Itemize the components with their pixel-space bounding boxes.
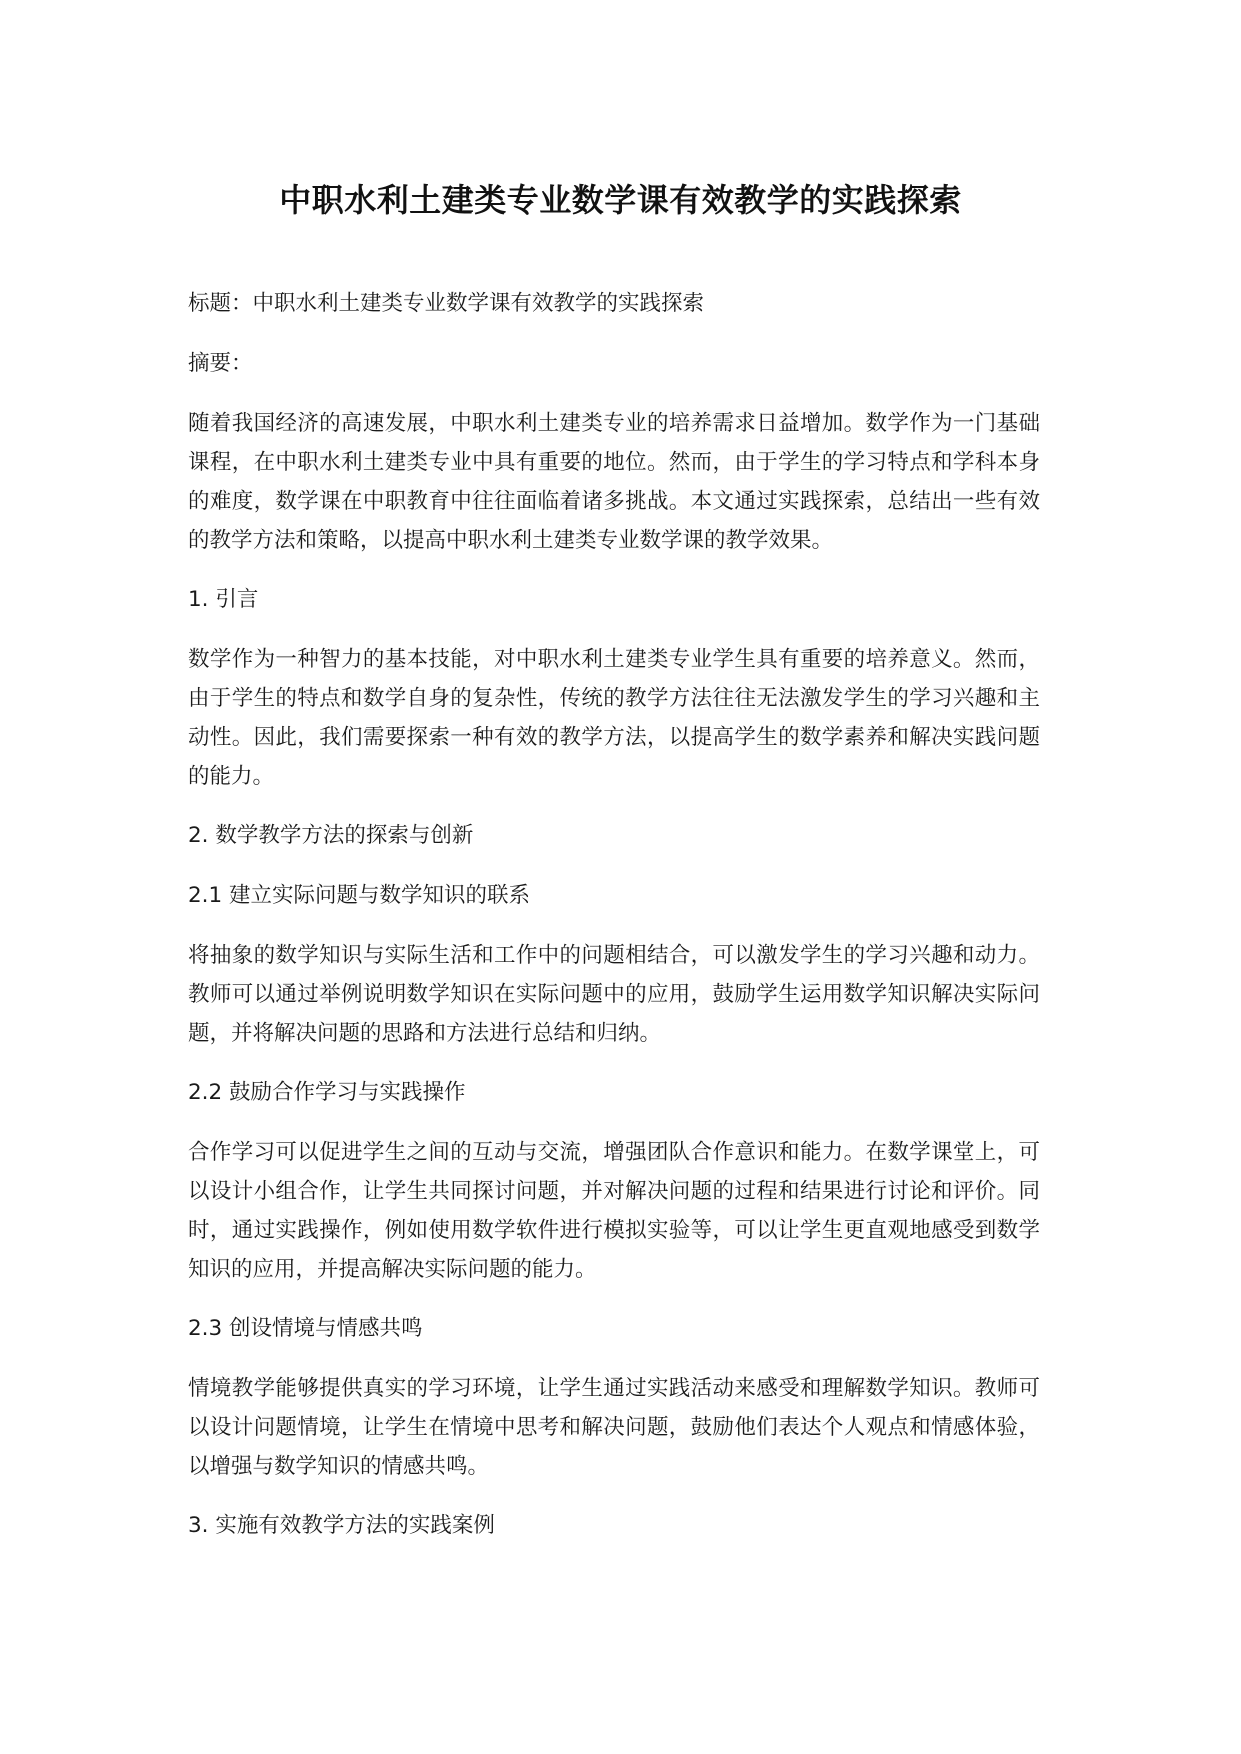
section-2-2-paragraph: 合作学习可以促进学生之间的互动与交流，增强团队合作意识和能力。在数学课堂上，可以设计小组合作，让学生共同探讨问题，并对解决问题的过程和结果进行讨论和评价。同时，通过实践操作，例如使用数学软件进行模拟实验等，可以让学生更直观地感受到数学知识的应用，并提高解决实际问题的能力。 <box>188 1140 1040 1282</box>
section-2-heading: 2. 数学教学方法的探索与创新 <box>188 823 474 848</box>
section-1-paragraph: 数学作为一种智力的基本技能，对中职水利土建类专业学生具有重要的培养意义。然而，由于学生的特点和数学自身的复杂性，传统的教学方法往往无法激发学生的学习兴趣和主动性。因此，我们需要探索一种有效的教学方法，以提高学生的数学素养和解决实践问题的能力。 <box>188 647 1040 789</box>
section-2-1-heading: 2.1 建立实际问题与数学知识的联系 <box>188 883 531 908</box>
document-body <box>188 284 1040 1545</box>
abstract-label: 摘要： <box>188 351 253 376</box>
section-2-3-paragraph: 情境教学能够提供真实的学习环境，让学生通过实践活动来感受和理解数学知识。教师可以设计问题情境，让学生在情境中思考和解决问题，鼓励他们表达个人观点和情感体验，以增强与数学知识的情感共鸣。 <box>188 1376 1040 1479</box>
section-2-2-heading: 2.2 鼓励合作学习与实践操作 <box>188 1080 466 1105</box>
section-3-heading: 3. 实施有效教学方法的实践案例 <box>188 1513 495 1538</box>
document-title: 中职水利土建类专业数学课有效教学的实践探索 <box>279 181 962 219</box>
section-2-1-paragraph: 将抽象的数学知识与实际生活和工作中的问题相结合，可以激发学生的学习兴趣和动力。教师可以通过举例说明数学知识在实际问题中的应用，鼓励学生运用数学知识解决实际问题，并将解决问题的思路和方法进行总结和归纳。 <box>188 943 1040 1046</box>
section-2-3-heading: 2.3 创设情境与情感共鸣 <box>188 1316 423 1341</box>
abstract-paragraph: 随着我国经济的高速发展，中职水利土建类专业的培养需求日益增加。数学作为一门基础课程，在中职水利土建类专业中具有重要的地位。然而，由于学生的学习特点和学科本身的难度，数学课在中职教育中往往面临着诸多挑战。本文通过实践探索，总结出一些有效的教学方法和策略，以提高中职水利土建类专业数学课的教学效果。 <box>188 411 1040 553</box>
title-line: 标题：中职水利土建类专业数学课有效教学的实践探索 <box>188 291 705 316</box>
section-1-heading: 1. 引言 <box>188 587 259 612</box>
